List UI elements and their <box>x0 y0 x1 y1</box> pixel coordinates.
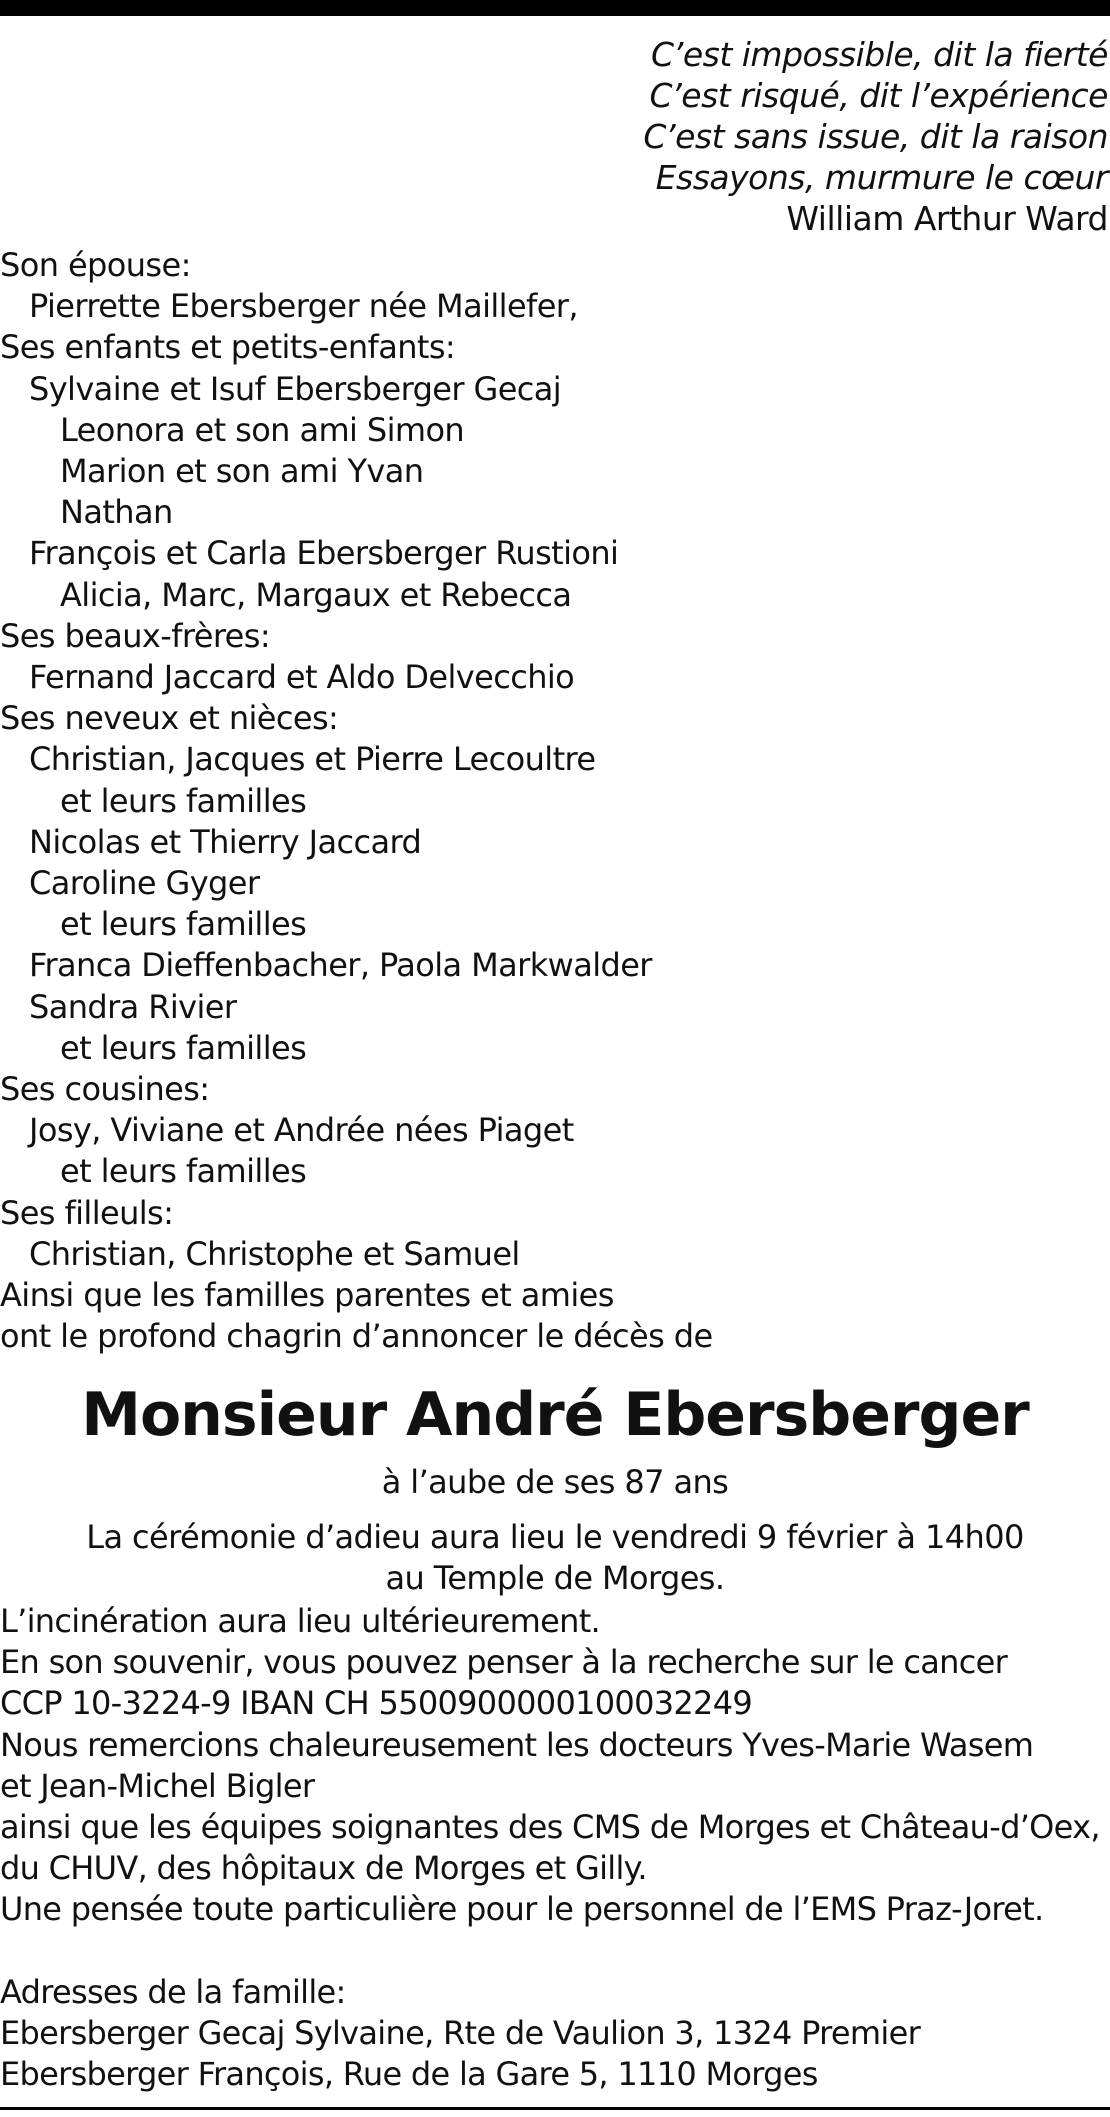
quote-line: C’est risqué, dit l’expérience <box>649 76 1108 115</box>
family-member: Josy, Viviane et Andrée nées Piaget <box>29 1111 574 1150</box>
family-closing: Ainsi que les familles parentes et amies <box>0 1276 614 1315</box>
ceremony-info <box>0 1517 1110 1599</box>
bottom-border-rule <box>0 2107 1110 2110</box>
family-heading: Ses filleuls: <box>0 1193 174 1232</box>
family-member: et leurs familles <box>60 1152 307 1191</box>
epigraph-quote <box>308 34 1108 239</box>
deceased-age: à l’aube de ses 87 ans <box>381 1463 729 1501</box>
family-member: Franca Dieffenbacher, Paola Markwalder <box>29 946 652 985</box>
family-member: Christian, Christophe et Samuel <box>29 1234 520 1273</box>
family-list <box>0 245 1000 1357</box>
ceremony-line: au Temple de Morges. <box>385 1559 725 1597</box>
family-member: Caroline Gyger <box>29 864 260 903</box>
incineration-note: L’incinération aura lieu ultérieurement. <box>0 1602 601 1640</box>
family-member: Fernand Jaccard et Aldo Delvecchio <box>29 658 575 697</box>
family-member: Alicia, Marc, Margaux et Rebecca <box>60 575 572 614</box>
quote-author: William Arthur Ward <box>786 199 1108 238</box>
thanks-line: Une pensée toute particulière pour le personnel de l’EMS Praz-Joret. <box>0 1890 1044 1929</box>
family-member: et leurs familles <box>60 781 307 820</box>
donation-note: En son souvenir, vous pouvez penser à la recherche sur le cancer <box>0 1643 1008 1682</box>
family-member: et leurs familles <box>60 1028 307 1067</box>
deceased-name: Monsieur André Ebersberger <box>81 1380 1029 1450</box>
family-member: et leurs familles <box>60 905 307 944</box>
family-closing: ont le profond chagrin d’annoncer le décès de <box>0 1317 713 1356</box>
thanks-line: et Jean-Michel Bigler <box>0 1766 315 1805</box>
thanks-line: ainsi que les équipes soignantes des CMS de Morges et Château-d’Oex, <box>0 1808 1100 1847</box>
family-member: Sandra Rivier <box>29 987 237 1026</box>
family-member: Pierrette Ebersberger née Maillefer, <box>29 287 578 326</box>
family-member: Marion et son ami Yvan <box>60 452 424 491</box>
family-address: Ebersberger Gecaj Sylvaine, Rte de Vaulion 3, 1324 Premier <box>0 2013 921 2052</box>
addresses-heading: Adresses de la famille: <box>0 1972 346 2011</box>
thanks-line: Nous remercions chaleureusement les docteurs Yves-Marie Wasem <box>0 1725 1034 1764</box>
family-member: Nicolas et Thierry Jaccard <box>29 822 422 861</box>
family-address: Ebersberger François, Rue de la Gare 5, 1110 Morges <box>0 2055 818 2094</box>
family-member: Sylvaine et Isuf Ebersberger Gecaj <box>29 369 562 408</box>
family-heading: Ses beaux-frères: <box>0 616 271 655</box>
quote-line: C’est sans issue, dit la raison <box>643 117 1108 156</box>
donation-account: CCP 10-3224-9 IBAN CH 5500900000100032249 <box>0 1684 753 1723</box>
family-heading: Son épouse: <box>0 246 191 284</box>
spacer <box>0 1931 1108 1972</box>
quote-line: C’est impossible, dit la fierté <box>651 35 1108 74</box>
thanks-line: du CHUV, des hôpitaux de Morges et Gilly. <box>0 1849 647 1888</box>
family-member: Christian, Jacques et Pierre Lecoultre <box>29 740 596 779</box>
family-heading: Ses neveux et nièces: <box>0 699 339 738</box>
top-border-rule <box>0 0 1110 16</box>
family-heading: Ses cousines: <box>0 1070 210 1109</box>
notice-details <box>0 1601 1108 2095</box>
family-member: Nathan <box>60 493 173 532</box>
family-member: François et Carla Ebersberger Rustioni <box>29 534 619 573</box>
family-heading: Ses enfants et petits-enfants: <box>0 328 456 367</box>
family-member: Leonora et son ami Simon <box>60 410 465 449</box>
ceremony-line: La cérémonie d’adieu aura lieu le vendredi 9 février à 14h00 <box>86 1518 1024 1556</box>
quote-line: Essayons, murmure le cœur <box>655 158 1108 197</box>
